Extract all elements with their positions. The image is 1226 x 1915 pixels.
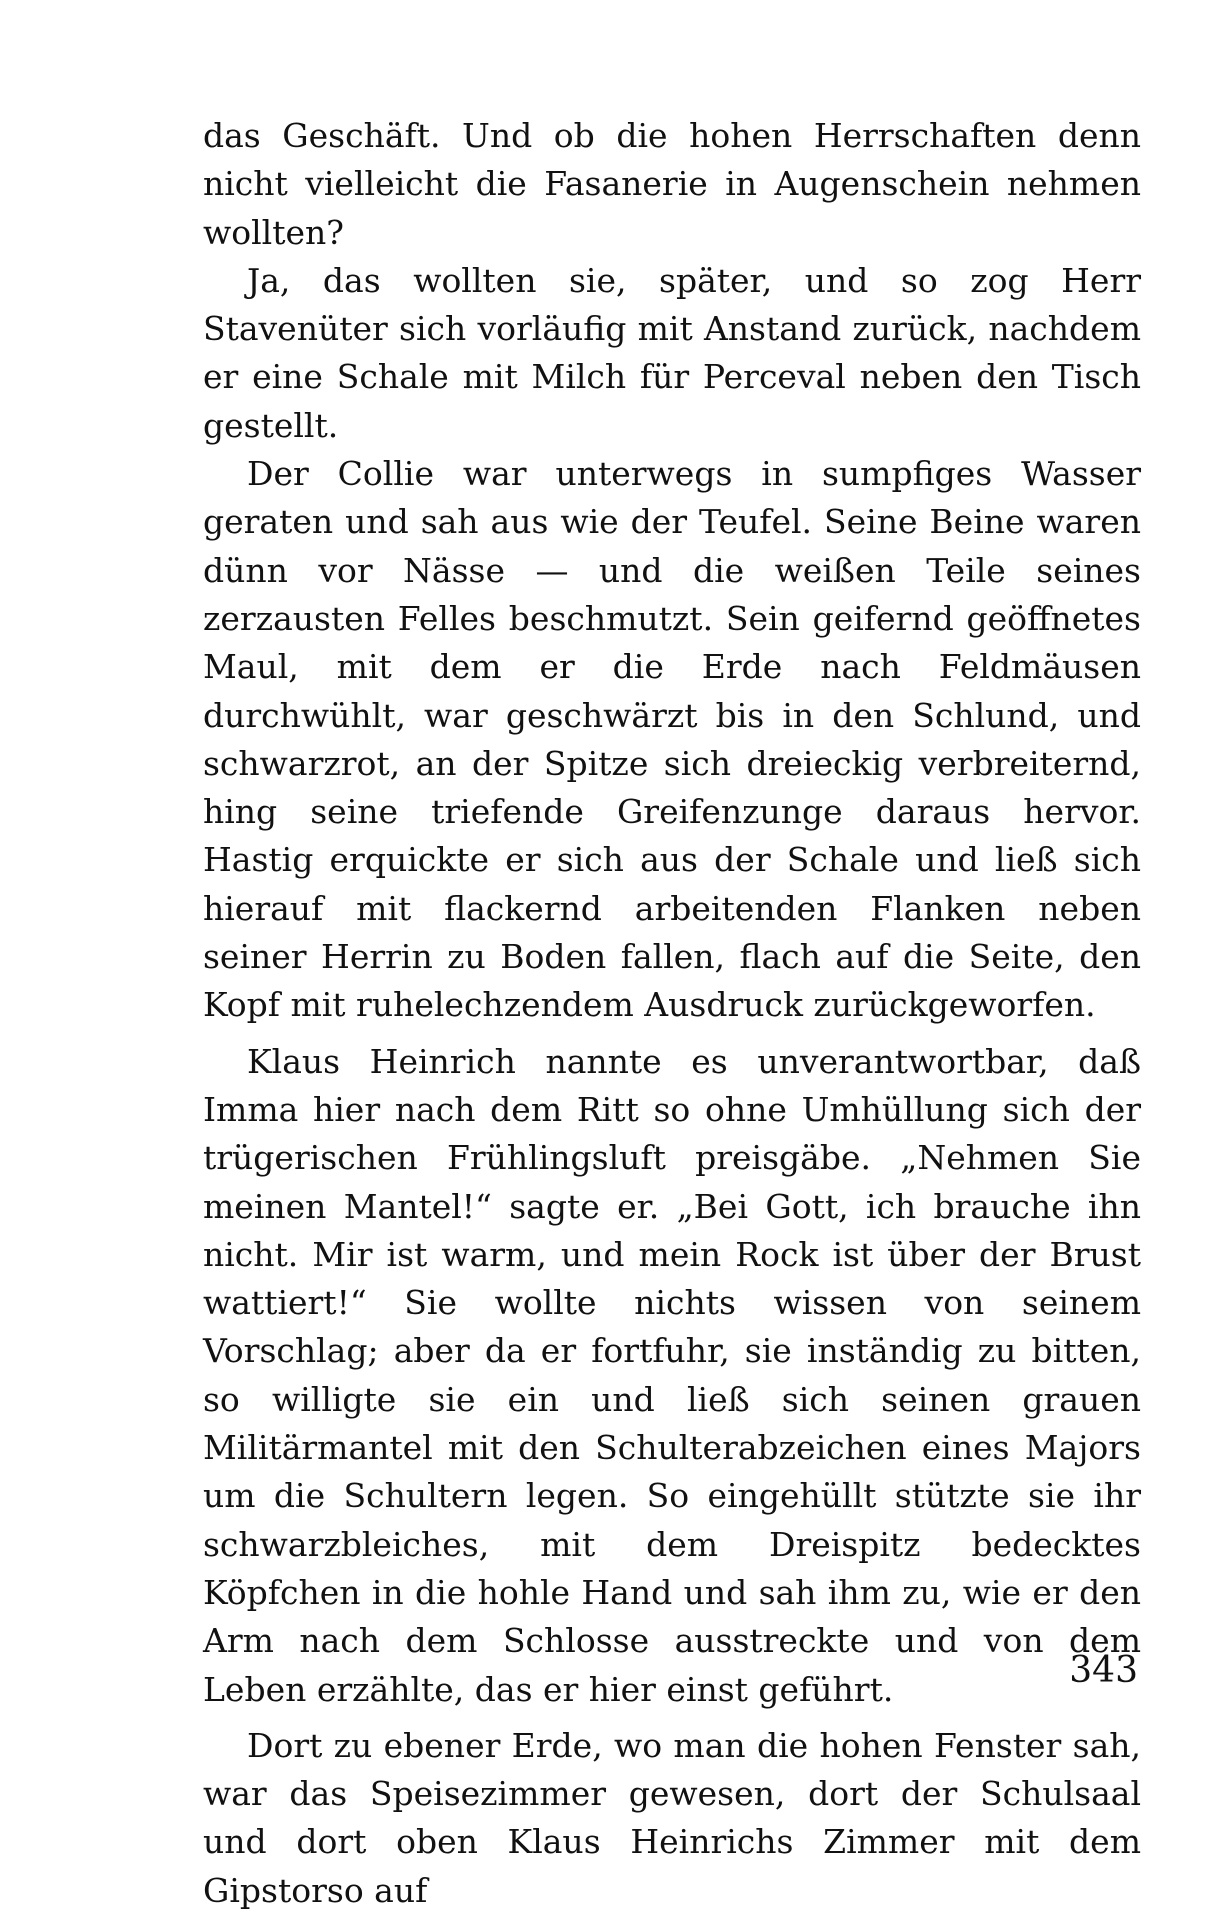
body-text	[203, 112, 1141, 1915]
page-number: 343	[1069, 1650, 1138, 1691]
paragraph: Der Collie war unterwegs in sumpfiges Wasser geraten und sah aus wie der Teufel. Seine Beine waren dünn vor Nässe — und die weißen Teile seines zerzausten Felles beschmutzt. Sein geifernd geöffnetes Maul, mit dem er die Erde nach Feldmäusen durchwühlt, war geschwärzt bis in den Schlund, und schwarzrot, an der Spitze sich dreieckig verbreiternd, hing seine triefende Greifenzunge daraus hervor. Hastig erquickte er sich aus der Schale und ließ sich hierauf mit flackernd arbeitenden Flanken neben seiner Herrin zu Boden fallen, flach auf die Seite, den Kopf mit ruhelechzendem Ausdruck zurückgeworfen.	[203, 454, 1141, 1025]
paragraph: Klaus Heinrich nannte es unverantwortbar, daß Imma hier nach dem Ritt so ohne Umhüllung sich der trügerischen Frühlingsluft preisgäbe. „Nehmen Sie meinen Mantel!“ sagte er. „Bei Gott, ich brauche ihn nicht. Mir ist warm, und mein Rock ist über der Brust wattiert!“ Sie wollte nichts wissen von seinem Vorschlag; aber da er fortfuhr, sie inständig zu bitten, so willigte sie ein und ließ sich seinen grauen Militärmantel mit den Schulterabzeichen eines Majors um die Schultern legen. So eingehüllt stützte sie ihr schwarzbleiches, mit dem Dreispitz bedecktes Köpfchen in die hohle Hand und sah ihm zu, wie er den Arm nach dem Schlosse ausstreckte und von dem Leben erzählte, das er hier einst geführt.	[203, 1041, 1141, 1709]
paragraph: Dort zu ebener Erde, wo man die hohen Fenster sah, war das Speisezimmer gewesen, dort der Schulsaal und dort oben Klaus Heinrichs Zimmer mit dem Gipstorso auf	[203, 1725, 1141, 1910]
paragraph-continuation: das Geschäft. Und ob die hohen Herrschaften denn nicht vielleicht die Fasanerie in Augenschein nehmen wollten?	[203, 116, 1141, 252]
paragraph: Ja, das wollten sie, später, und so zog Herr Stavenüter sich vorläufig mit Anstand zurück, nachdem er eine Schale mit Milch für Perceval neben den Tisch gestellt.	[203, 260, 1141, 445]
